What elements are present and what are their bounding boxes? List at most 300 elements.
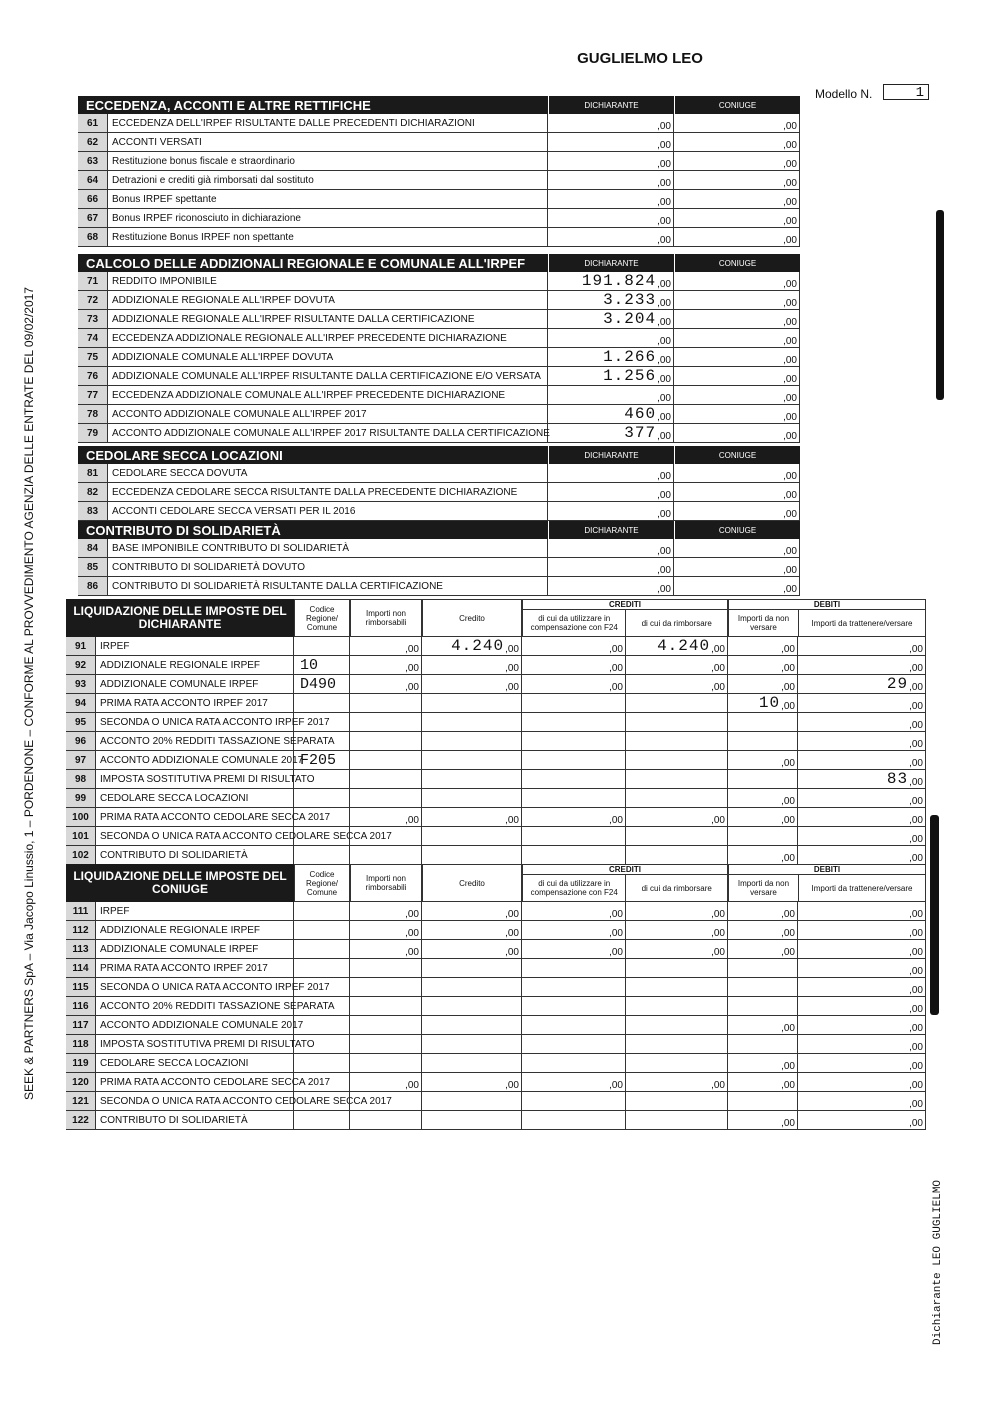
c1-value xyxy=(350,1092,422,1110)
dichiarante-column-header: DICHIARANTE xyxy=(548,521,674,539)
c6-value xyxy=(798,694,926,712)
liquidazione-row xyxy=(66,959,926,978)
form-row xyxy=(78,329,800,348)
liquidazione-row xyxy=(66,1111,926,1130)
c5-cents: ,00 xyxy=(781,928,795,939)
c4-value xyxy=(626,997,728,1015)
c2-amount: 4.240 xyxy=(451,637,505,655)
form-row xyxy=(78,209,800,228)
c4-value xyxy=(626,827,728,845)
c2-cents: ,00 xyxy=(505,928,519,939)
coniuge-cents: ,00 xyxy=(783,279,797,290)
coniuge-value xyxy=(674,386,800,404)
crediti-group-header xyxy=(522,599,728,637)
c3-value xyxy=(522,656,626,674)
coniuge-value xyxy=(674,424,800,442)
coniuge-column-header: CONIUGE xyxy=(674,254,800,272)
row-label: ACCONTO ADDIZIONALE COMUNALE 2017 xyxy=(96,751,294,769)
c1-value xyxy=(350,1054,422,1072)
row-label: ECCEDENZA ADDIZIONALE COMUNALE ALL'IRPEF PRECEDENTE DICHIARAZIONE xyxy=(108,386,548,404)
c5-cents: ,00 xyxy=(781,1080,795,1091)
form-row xyxy=(78,502,800,521)
coniuge-value xyxy=(674,539,800,557)
c2-cents: ,00 xyxy=(505,947,519,958)
c6-value xyxy=(798,1092,926,1110)
row-number: 94 xyxy=(66,694,96,712)
liquidazione-row xyxy=(66,997,926,1016)
debiti-subheaders xyxy=(729,875,925,901)
dichiarante-cents: ,00 xyxy=(657,235,671,246)
c6-cents: ,00 xyxy=(909,928,923,939)
liquidazione-row xyxy=(66,770,926,789)
section-header xyxy=(78,446,800,464)
liquidazione-row xyxy=(66,1092,926,1111)
row-number: 117 xyxy=(66,1016,96,1034)
row-label: ADDIZIONALE REGIONALE IRPEF xyxy=(96,921,294,939)
c6-cents: ,00 xyxy=(909,701,923,712)
c6-value xyxy=(798,751,926,769)
dichiarante-value xyxy=(548,209,674,227)
coniuge-cents: ,00 xyxy=(783,121,797,132)
c4-value xyxy=(626,846,728,864)
c5-value xyxy=(728,1054,798,1072)
redaction-mark xyxy=(930,815,939,1015)
dichiarante-cents: ,00 xyxy=(657,374,671,385)
row-number: 100 xyxy=(66,808,96,826)
row-number: 118 xyxy=(66,1035,96,1053)
dichiarante-amount: 3.233 xyxy=(603,291,657,309)
c1-cents: ,00 xyxy=(405,815,419,826)
liquidazione-row xyxy=(66,1035,926,1054)
redaction-mark xyxy=(936,210,944,400)
row-number: 73 xyxy=(78,310,108,328)
c3-cents: ,00 xyxy=(609,682,623,693)
c6-cents: ,00 xyxy=(909,758,923,769)
codice-header: Codice Regione/ Comune xyxy=(294,864,350,902)
c6-cents: ,00 xyxy=(909,720,923,731)
dichiarante-cents: ,00 xyxy=(657,471,671,482)
section-eccedenza xyxy=(78,96,800,247)
c4-value xyxy=(626,902,728,920)
codice-header: Codice Regione/ Comune xyxy=(294,599,350,637)
c3-value xyxy=(522,789,626,807)
row-label: CONTRIBUTO DI SOLIDARIETÀ xyxy=(96,1111,294,1129)
section-header xyxy=(78,521,800,539)
liquidazione-row xyxy=(66,789,926,808)
row-number: 122 xyxy=(66,1111,96,1129)
row-label: Bonus IRPEF spettante xyxy=(108,190,548,208)
c6-cents: ,00 xyxy=(909,796,923,807)
dichiarante-cents: ,00 xyxy=(657,197,671,208)
section-cedolare xyxy=(78,446,800,521)
c6-value xyxy=(798,1073,926,1091)
c4-value xyxy=(626,1073,728,1091)
c3-value xyxy=(522,637,626,655)
section-liquidazione-dichiarante xyxy=(66,599,926,865)
dichiarante-value xyxy=(548,272,674,290)
c3-value xyxy=(522,732,626,750)
row-number: 85 xyxy=(78,558,108,576)
c2-value xyxy=(422,694,522,712)
c6-value xyxy=(798,997,926,1015)
row-label: SECONDA O UNICA RATA ACCONTO IRPEF 2017 xyxy=(96,978,294,996)
form-row xyxy=(78,386,800,405)
c4-value xyxy=(626,921,728,939)
row-number: 111 xyxy=(66,902,96,920)
c6-cents: ,00 xyxy=(909,815,923,826)
c4-cents: ,00 xyxy=(711,928,725,939)
c3-value xyxy=(522,808,626,826)
codice-value xyxy=(294,827,350,845)
c3-cents: ,00 xyxy=(609,644,623,655)
c1-value xyxy=(350,713,422,731)
c6-value xyxy=(798,1035,926,1053)
row-number: 62 xyxy=(78,133,108,151)
dichiarante-value xyxy=(548,329,674,347)
c2-value xyxy=(422,732,522,750)
row-label: Restituzione Bonus IRPEF non spettante xyxy=(108,228,548,246)
row-number: 96 xyxy=(66,732,96,750)
c1-value xyxy=(350,1073,422,1091)
c6-cents: ,00 xyxy=(909,985,923,996)
c3-cents: ,00 xyxy=(609,663,623,674)
liquidazione-title: LIQUIDAZIONE DELLE IMPOSTE DEL DICHIARANTE xyxy=(66,599,294,637)
form-row xyxy=(78,310,800,329)
dichiarante-cents: ,00 xyxy=(657,298,671,309)
row-number: 92 xyxy=(66,656,96,674)
c5-cents: ,00 xyxy=(781,1023,795,1034)
c6-value xyxy=(798,637,926,655)
liquidazione-title: LIQUIDAZIONE DELLE IMPOSTE DEL CONIUGE xyxy=(66,864,294,902)
c5-cents: ,00 xyxy=(781,701,795,712)
crediti-header: CREDITI xyxy=(523,865,727,875)
c2-value xyxy=(422,846,522,864)
row-number: 68 xyxy=(78,228,108,246)
c5-value xyxy=(728,940,798,958)
row-label: PRIMA RATA ACCONTO CEDOLARE SECCA 2017 xyxy=(96,1073,294,1091)
c4-value xyxy=(626,789,728,807)
coniuge-cents: ,00 xyxy=(783,159,797,170)
c2-value xyxy=(422,978,522,996)
c4-value xyxy=(626,637,728,655)
c3-value xyxy=(522,921,626,939)
dichiarante-value xyxy=(548,291,674,309)
c2-value xyxy=(422,827,522,845)
section-header xyxy=(78,254,800,272)
coniuge-cents: ,00 xyxy=(783,412,797,423)
c3-value xyxy=(522,1073,626,1091)
coniuge-cents: ,00 xyxy=(783,509,797,520)
row-label: Restituzione bonus fiscale e straordinario xyxy=(108,152,548,170)
c6-cents: ,00 xyxy=(909,1023,923,1034)
row-label: PRIMA RATA ACCONTO IRPEF 2017 xyxy=(96,959,294,977)
dichiarante-value xyxy=(548,424,674,442)
c6-cents: ,00 xyxy=(909,777,923,788)
taxpayer-name: GUGLIELMO LEO xyxy=(577,50,703,67)
c2-value xyxy=(422,1092,522,1110)
row-label: ECCEDENZA CEDOLARE SECCA RISULTANTE DALLA PRECEDENTE DICHIARAZIONE xyxy=(108,483,548,501)
coniuge-cents: ,00 xyxy=(783,355,797,366)
c6-value xyxy=(798,921,926,939)
dichiarante-column-header: DICHIARANTE xyxy=(548,254,674,272)
row-label: IMPOSTA SOSTITUTIVA PREMI DI RISULTATO xyxy=(96,1035,294,1053)
c5-value xyxy=(728,1035,798,1053)
c6-value xyxy=(798,959,926,977)
form-row xyxy=(78,190,800,209)
c3-value xyxy=(522,959,626,977)
c3-value xyxy=(522,675,626,693)
c2-value xyxy=(422,921,522,939)
row-label: ADDIZIONALE COMUNALE IRPEF xyxy=(96,940,294,958)
liquidazione-row xyxy=(66,846,926,865)
c3-value xyxy=(522,1111,626,1129)
c2-value xyxy=(422,808,522,826)
liquidazione-header xyxy=(66,599,926,637)
coniuge-value xyxy=(674,483,800,501)
c5-cents: ,00 xyxy=(781,1061,795,1072)
dichiarante-cents: ,00 xyxy=(657,336,671,347)
form-row xyxy=(78,405,800,424)
coniuge-cents: ,00 xyxy=(783,565,797,576)
codice-value xyxy=(294,1073,350,1091)
c3-value xyxy=(522,751,626,769)
liquidazione-row xyxy=(66,921,926,940)
row-label: ACCONTI VERSATI xyxy=(108,133,548,151)
form-row xyxy=(78,171,800,190)
c6-cents: ,00 xyxy=(909,663,923,674)
coniuge-value xyxy=(674,558,800,576)
row-label: CONTRIBUTO DI SOLIDARIETÀ RISULTANTE DALLA CERTIFICAZIONE xyxy=(108,577,548,595)
coniuge-column-header: CONIUGE xyxy=(674,521,800,539)
c1-cents: ,00 xyxy=(405,928,419,939)
c4-value xyxy=(626,675,728,693)
c4-value xyxy=(626,1092,728,1110)
c2-value xyxy=(422,1016,522,1034)
c5-cents: ,00 xyxy=(781,644,795,655)
dichiarante-value xyxy=(548,133,674,151)
form-row xyxy=(78,464,800,483)
form-row xyxy=(78,483,800,502)
c3-cents: ,00 xyxy=(609,909,623,920)
c5-cents: ,00 xyxy=(781,663,795,674)
form-row xyxy=(78,348,800,367)
row-number: 82 xyxy=(78,483,108,501)
codice-value xyxy=(294,1054,350,1072)
liquidazione-row xyxy=(66,694,926,713)
c5-value xyxy=(728,713,798,731)
form-row xyxy=(78,539,800,558)
dichiarante-value xyxy=(548,464,674,482)
c5-cents: ,00 xyxy=(781,1118,795,1129)
row-label: ADDIZIONALE COMUNALE ALL'IRPEF RISULTANTE DALLA CERTIFICAZIONE E/O VERSATA xyxy=(108,367,548,385)
dichiarante-value xyxy=(548,386,674,404)
c1-value xyxy=(350,921,422,939)
codice-value xyxy=(294,997,350,1015)
row-number: 71 xyxy=(78,272,108,290)
coniuge-value xyxy=(674,171,800,189)
form-row xyxy=(78,228,800,247)
c1-cents: ,00 xyxy=(405,909,419,920)
c3-cents: ,00 xyxy=(609,815,623,826)
row-label: SECONDA O UNICA RATA ACCONTO CEDOLARE SECCA 2017 xyxy=(96,827,294,845)
row-label: ECCEDENZA ADDIZIONALE REGIONALE ALL'IRPEF PRECEDENTE DICHIARAZIONE xyxy=(108,329,548,347)
form-row xyxy=(78,577,800,596)
c5-value xyxy=(728,675,798,693)
c4-value xyxy=(626,656,728,674)
row-label: CEDOLARE SECCA LOCAZIONI xyxy=(96,789,294,807)
c5-cents: ,00 xyxy=(781,853,795,864)
form-row xyxy=(78,558,800,577)
dichiarante-cents: ,00 xyxy=(657,355,671,366)
dichiarante-cents: ,00 xyxy=(657,178,671,189)
c3-value xyxy=(522,694,626,712)
c5-value xyxy=(728,902,798,920)
coniuge-value xyxy=(674,329,800,347)
dichiarante-cents: ,00 xyxy=(657,279,671,290)
coniuge-value xyxy=(674,228,800,246)
row-label: ADDIZIONALE REGIONALE ALL'IRPEF RISULTANTE DALLA CERTIFICAZIONE xyxy=(108,310,548,328)
c3-cents: ,00 xyxy=(609,928,623,939)
codice-value xyxy=(294,732,350,750)
dichiarante-cents: ,00 xyxy=(657,216,671,227)
c2-value xyxy=(422,675,522,693)
coniuge-value xyxy=(674,272,800,290)
dichiarante-column-header: DICHIARANTE xyxy=(548,96,674,114)
c2-cents: ,00 xyxy=(505,663,519,674)
c2-cents: ,00 xyxy=(505,815,519,826)
c1-value xyxy=(350,1111,422,1129)
form-row xyxy=(78,133,800,152)
c5-value xyxy=(728,1092,798,1110)
crediti-group-header xyxy=(522,864,728,902)
c2-value xyxy=(422,940,522,958)
crediti-subheaders xyxy=(523,610,727,636)
coniuge-value xyxy=(674,464,800,482)
coniuge-cents: ,00 xyxy=(783,393,797,404)
coniuge-cents: ,00 xyxy=(783,374,797,385)
codice-value xyxy=(294,1111,350,1129)
c3-value xyxy=(522,770,626,788)
c4-amount: 4.240 xyxy=(657,637,711,655)
c4-cents: ,00 xyxy=(711,909,725,920)
codice-value xyxy=(294,921,350,939)
c1-value xyxy=(350,732,422,750)
coniuge-cents: ,00 xyxy=(783,178,797,189)
rimborsare-header: di cui da rimborsare xyxy=(641,618,712,628)
liquidazione-row xyxy=(66,751,926,770)
codice-value: 10 xyxy=(294,656,350,674)
coniuge-cents: ,00 xyxy=(783,140,797,151)
c2-cents: ,00 xyxy=(505,909,519,920)
row-label: Bonus IRPEF riconosciuto in dichiarazione xyxy=(108,209,548,227)
c2-value xyxy=(422,751,522,769)
c2-value xyxy=(422,902,522,920)
dichiarante-value xyxy=(548,558,674,576)
debiti-group-header xyxy=(728,864,926,902)
c3-value xyxy=(522,1054,626,1072)
c5-value xyxy=(728,978,798,996)
coniuge-cents: ,00 xyxy=(783,298,797,309)
coniuge-cents: ,00 xyxy=(783,490,797,501)
c4-value xyxy=(626,713,728,731)
codice-value xyxy=(294,694,350,712)
c1-value xyxy=(350,1035,422,1053)
c1-cents: ,00 xyxy=(405,644,419,655)
modello-number: 1 xyxy=(883,84,929,100)
c5-cents: ,00 xyxy=(781,796,795,807)
c1-value xyxy=(350,940,422,958)
row-label: ACCONTO ADDIZIONALE COMUNALE ALL'IRPEF 2017 xyxy=(108,405,548,423)
row-number: 116 xyxy=(66,997,96,1015)
c5-value xyxy=(728,808,798,826)
c5-value xyxy=(728,1073,798,1091)
c1-value xyxy=(350,656,422,674)
row-number: 81 xyxy=(78,464,108,482)
c6-value xyxy=(798,713,926,731)
dichiarante-value xyxy=(548,405,674,423)
c4-cents: ,00 xyxy=(711,947,725,958)
c1-value xyxy=(350,959,422,977)
dichiarante-amount: 3.204 xyxy=(603,310,657,328)
c1-cents: ,00 xyxy=(405,682,419,693)
row-number: 72 xyxy=(78,291,108,309)
section-title: CONTRIBUTO DI SOLIDARIETÀ xyxy=(78,521,548,539)
c4-value xyxy=(626,1054,728,1072)
coniuge-value xyxy=(674,405,800,423)
row-number: 79 xyxy=(78,424,108,442)
f24-header: di cui da utilizzare in compensazione con F24 xyxy=(523,875,626,901)
dichiarante-amount: 1.256 xyxy=(603,367,657,385)
dichiarante-cents: ,00 xyxy=(657,565,671,576)
row-label: ADDIZIONALE REGIONALE ALL'IRPEF DOVUTA xyxy=(108,291,548,309)
row-label: ACCONTO 20% REDDITI TASSAZIONE SEPARATA xyxy=(96,732,294,750)
c6-cents: ,00 xyxy=(909,947,923,958)
c3-value xyxy=(522,827,626,845)
non-versare-header: Importi da non versare xyxy=(729,610,799,636)
dichiarante-cents: ,00 xyxy=(657,509,671,520)
c2-value xyxy=(422,713,522,731)
liquidazione-row xyxy=(66,713,926,732)
row-label: PRIMA RATA ACCONTO IRPEF 2017 xyxy=(96,694,294,712)
row-label: CEDOLARE SECCA LOCAZIONI xyxy=(96,1054,294,1072)
dichiarante-value xyxy=(548,367,674,385)
coniuge-value xyxy=(674,367,800,385)
dichiarante-cents: ,00 xyxy=(657,412,671,423)
c6-amount: 29 xyxy=(886,675,909,693)
row-number: 121 xyxy=(66,1092,96,1110)
coniuge-value xyxy=(674,577,800,595)
c6-cents: ,00 xyxy=(909,1099,923,1110)
importi-non-rimborsabili-header: Importi non rimborsabili xyxy=(350,864,422,902)
row-number: 84 xyxy=(78,539,108,557)
c4-value xyxy=(626,959,728,977)
row-number: 75 xyxy=(78,348,108,366)
signature-stamp: Dichiarante LEO GUGLIELMO xyxy=(932,1179,944,1345)
c2-value xyxy=(422,1073,522,1091)
row-number: 74 xyxy=(78,329,108,347)
liquidazione-row xyxy=(66,656,926,675)
c2-value xyxy=(422,789,522,807)
row-number: 67 xyxy=(78,209,108,227)
side-publisher-text: SEEK & PARTNERS SpA – Via Jacopo Linussio, 1 – PORDENONE – CONFORME AL PROVVEDIMENTO AGENZIA DELLE ENTRATE DEL 09/02/2017 xyxy=(22,287,36,1100)
liquidazione-row xyxy=(66,978,926,997)
crediti-header: CREDITI xyxy=(523,600,727,610)
codice-value xyxy=(294,940,350,958)
c3-value xyxy=(522,846,626,864)
liquidazione-row xyxy=(66,827,926,846)
codice-value xyxy=(294,770,350,788)
c1-value xyxy=(350,808,422,826)
